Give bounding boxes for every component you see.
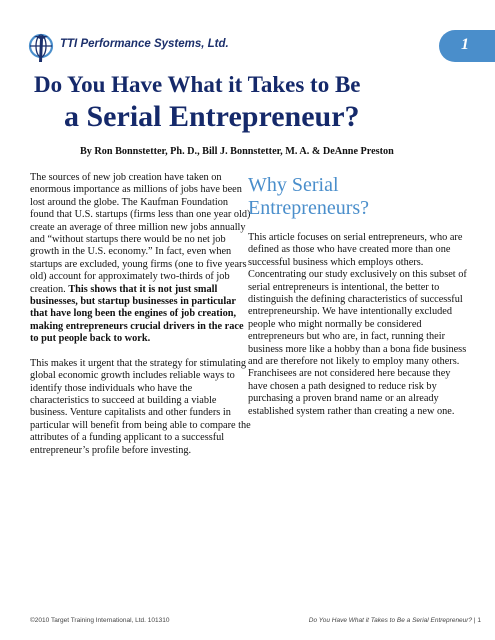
footer-page: | 1 (472, 617, 481, 624)
page-number-tab (439, 30, 495, 62)
left-column (30, 172, 252, 469)
section-heading-line-2: Entrepreneurs? (248, 197, 370, 219)
page-number: 1 (461, 36, 469, 53)
title-line-1: Do You Have What it Takes to Be (34, 72, 361, 97)
intro-paragraph-text: The sources of new job creation have taken on enormous importance as millions of jobs have been lost around the globe. The Kaufman Foundation found that U.S. startups (firms less than one year old) create an average of three million new jobs annually and “without startups there would be no net job growth in the U.S. economy.” In fact, even when startups are excluded, young firms (one to five years old) account for approximately two-thirds of job creation. (30, 172, 251, 295)
strategy-paragraph: This makes it urgent that the strategy for stimulating global economic growth includes reliable ways to identify those individuals who have the characteristics to succeed at building a viable business. Venture capitalists and other funders in particular will benefit from being able to compare the attributes of a funding applicant to a successful entrepreneur’s profile before investing. (30, 357, 251, 456)
section-heading-line-1: Why Serial (248, 174, 339, 196)
footer-title: Do You Have What it Takes to Be a Serial Entrepreneur? (308, 617, 473, 624)
author-byline: By Ron Bonnstetter, Ph. D., Bill J. Bonnstetter, M. A. & DeAnne Preston (80, 146, 394, 157)
company-name: TTI Performance Systems, Ltd. (60, 38, 229, 50)
section-heading (248, 174, 468, 220)
footer-copyright: ©2010 Target Training International, Ltd. 101310 (30, 617, 170, 624)
title-line-2: a Serial Entrepreneur? (64, 100, 360, 133)
tti-globe-logo-icon (26, 30, 56, 64)
intro-paragraph-emphasis: This shows that it is not just small businesses, but startup businesses in particular that have long been the engines of job creation, making entrepreneurs crucial drivers in the race to put people back to work. (30, 283, 244, 345)
right-column (248, 174, 468, 418)
section-body: This article focuses on serial entrepreneurs, who are defined as those who have created more than one successful business which employs others. Concentrating our study exclusively on this subset of serial entrepreneurs is intentional, the better to distinguish the defining characteristics of successful entrepreneurship. We have intentionally excluded people who might normally be considered entrepreneurs but who are, in fact, running their business more like a hobby than a bona fide business and are therefore not likely to employ many others. Franchisees are not considered here because they have chosen a path designed to reduce risk by purchasing a proven brand name or an already established system rather than creating a new one. (248, 232, 467, 417)
page-header (0, 0, 495, 70)
footer-running-title (309, 617, 481, 624)
intro-paragraph (30, 172, 252, 346)
